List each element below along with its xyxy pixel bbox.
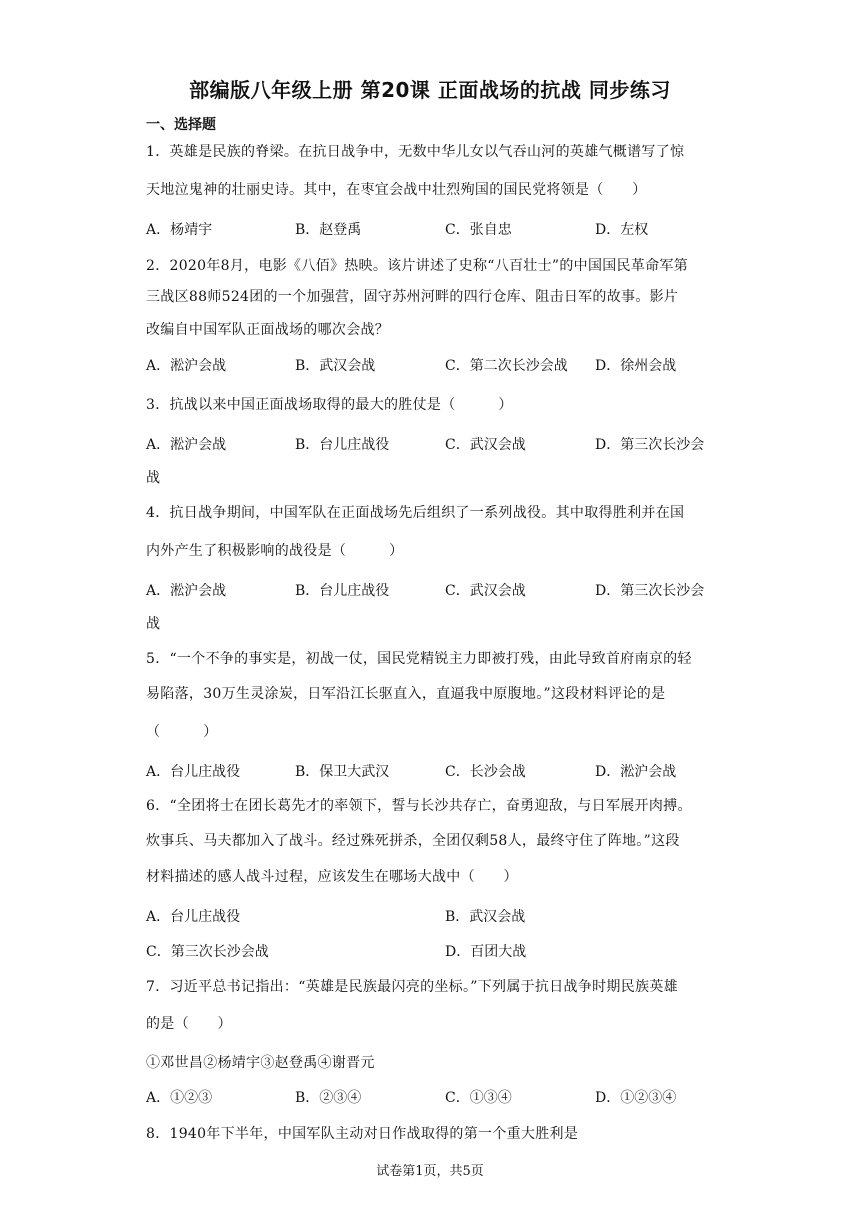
page-title: 部编版八年级上册 第20课 正面战场的抗战 同步练习	[189, 78, 671, 102]
option-c[interactable]: C．第二次长沙会战	[445, 358, 568, 374]
question-text: 三战区88师524团的一个加强营，固守苏州河畔的四行仓库、阻击日军的故事。影片	[146, 289, 679, 305]
option-wrap-text: 战	[146, 616, 161, 632]
section-heading: 一、选择题	[146, 117, 216, 133]
option-b[interactable]: B．台儿庄战役	[295, 583, 390, 599]
question-text: 的是（ ）	[146, 1016, 232, 1032]
question-choices: ①邓世昌②杨靖宇③赵登禹④谢晋元	[146, 1055, 375, 1071]
question-text: 材料描述的感人战斗过程，应该发生在哪场大战中（ ）	[146, 869, 518, 885]
option-b[interactable]: B．②③④	[295, 1090, 362, 1106]
question-text: 5．“一个不争的事实是，初战一仗，国民党精锐主力即被打残，由此导致首府南京的轻	[146, 651, 692, 667]
option-wrap-text: 战	[146, 470, 161, 486]
option-d[interactable]: D．①②③④	[595, 1090, 677, 1106]
option-c[interactable]: C．长沙会战	[445, 764, 526, 780]
option-c[interactable]: C．第三次长沙会战	[146, 944, 269, 960]
option-a[interactable]: A．①②③	[146, 1090, 213, 1106]
option-d[interactable]: D．徐州会战	[595, 358, 677, 374]
question-text: 炊事兵、马夫都加入了战斗。经过殊死拼杀，全团仅剩58人，最终守住了阵地。”这段	[146, 833, 680, 849]
option-a[interactable]: A．台儿庄战役	[146, 764, 241, 780]
question-text: 内外产生了积极影响的战役是（ ）	[146, 543, 404, 559]
option-b[interactable]: B．武汉会战	[295, 358, 376, 374]
option-d[interactable]: D．左权	[595, 222, 649, 238]
option-b[interactable]: B．台儿庄战役	[295, 437, 390, 453]
option-a[interactable]: A．淞沪会战	[146, 583, 227, 599]
question-text: 4．抗日战争期间，中国军队在正面战场先后组织了一系列战役。其中取得胜利并在国	[146, 505, 685, 521]
question-text: 易陷落，30万生灵涂炭，日军沿江长驱直入，直逼我中原腹地。”这段材料评论的是	[146, 686, 666, 702]
question-text: 7．习近平总书记指出：“英雄是民族最闪亮的坐标。”下列属于抗日战争时期民族英雄	[146, 979, 678, 995]
question-text: 8．1940年下半年，中国军队主动对日作战取得的第一个重大胜利是	[146, 1126, 579, 1142]
option-d[interactable]: D．第三次长沙会	[595, 437, 705, 453]
option-a[interactable]: A．杨靖宇	[146, 222, 213, 238]
question-text: 改编自中国军队正面战场的哪次会战？	[146, 322, 390, 338]
option-c[interactable]: C．武汉会战	[445, 583, 526, 599]
option-c[interactable]: C．张自忠	[445, 222, 512, 238]
question-text: 3．抗战以来中国正面战场取得的最大的胜仗是（ ）	[146, 397, 513, 413]
question-text: 2．2020年8月，电影《八佰》热映。该片讲述了史称“八百壮士”的中国国民革命军第	[146, 258, 689, 274]
option-a[interactable]: A．台儿庄战役	[146, 909, 241, 925]
option-b[interactable]: B．保卫大武汉	[295, 764, 390, 780]
question-text: （ ）	[146, 724, 218, 740]
option-c[interactable]: C．①③④	[445, 1090, 512, 1106]
option-a[interactable]: A．淞沪会战	[146, 437, 227, 453]
option-b[interactable]: B．武汉会战	[445, 909, 526, 925]
question-text: 天地泣鬼神的壮丽史诗。其中，在枣宜会战中壮烈殉国的国民党将领是（ ）	[146, 182, 647, 198]
option-d[interactable]: D．百团大战	[445, 944, 527, 960]
question-text: 6．“全团将士在团长葛先才的率领下，誓与长沙共存亡，奋勇迎敌，与日军展开肉搏。	[146, 798, 692, 814]
option-d[interactable]: D．淞沪会战	[595, 764, 677, 780]
page-footer: 试卷第1页，共5页	[376, 1164, 484, 1179]
option-a[interactable]: A．淞沪会战	[146, 358, 227, 374]
option-b[interactable]: B．赵登禹	[295, 222, 362, 238]
question-text: 1．英雄是民族的脊梁。在抗日战争中，无数中华儿女以气吞山河的英雄气概谱写了惊	[146, 144, 685, 160]
option-c[interactable]: C．武汉会战	[445, 437, 526, 453]
option-d[interactable]: D．第三次长沙会	[595, 583, 705, 599]
